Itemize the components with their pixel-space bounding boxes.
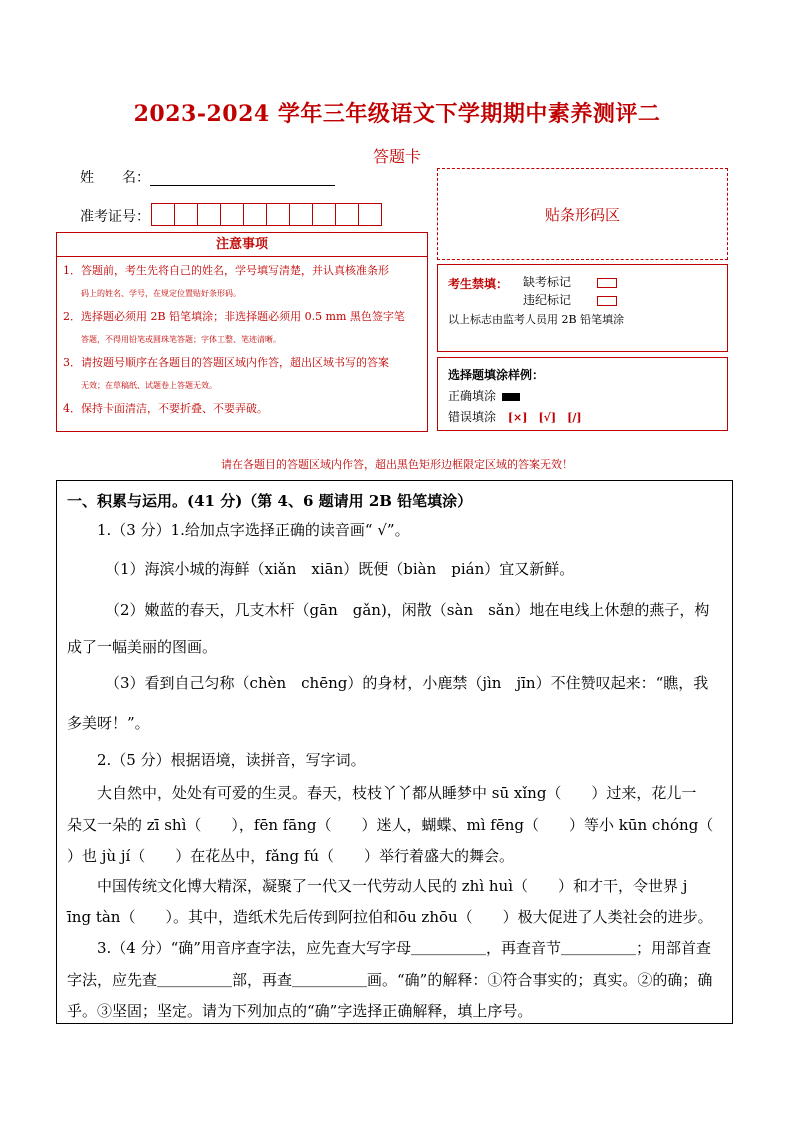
- notice-text: 无效；在草稿纸、试题卷上答题无效。: [81, 381, 217, 390]
- id-digit-box[interactable]: [266, 203, 290, 226]
- id-digit-box[interactable]: [335, 203, 359, 226]
- id-digit-box[interactable]: [174, 203, 198, 226]
- question-text: （2）嫩蓝的春天，几支木杆（gān gǎn)，闲散（sàn sǎn）地在电线上休憩的燕子，构: [105, 601, 710, 619]
- proctor-label: 考生禁填：: [448, 277, 509, 291]
- proctor-panel: [437, 264, 728, 352]
- violation-label: 违纪标记: [523, 293, 572, 307]
- question-text: 朵又一朵的 zī shì（ ），fēn fāng（ ）迷人，蝴蝶、mì fēng（ ）等小 kūn chóng（: [67, 816, 714, 834]
- notice-text: 2．选择题必须用 2B 铅笔填涂；非选择题必须用 0.5 mm 黑色签字笔: [63, 310, 405, 323]
- notice-item: [63, 305, 421, 351]
- id-digit-box[interactable]: [312, 203, 336, 226]
- question-2-heading: 2.（5 分）根据语境，读拼音，写字词。: [97, 751, 366, 769]
- notice-heading: 注意事项: [57, 233, 427, 257]
- question-text: 成了一幅美丽的图画。: [67, 638, 218, 656]
- filled-mark-icon: [502, 393, 520, 401]
- id-digit-box[interactable]: [220, 203, 244, 226]
- wrong-fill-marks: [×] [√] [/]: [507, 411, 582, 424]
- barcode-area: [437, 168, 728, 260]
- violation-checkbox[interactable]: [597, 296, 617, 306]
- absent-label: 缺考标记: [523, 275, 572, 289]
- notice-item: [63, 397, 421, 420]
- name-label: 姓 名：: [80, 170, 150, 186]
- name-field[interactable]: [150, 185, 335, 186]
- notice-text: 码上的姓名、学号，在规定位置贴好条形码。: [81, 289, 241, 298]
- notice-panel: [56, 232, 428, 432]
- wrong-fill-row: [448, 408, 582, 425]
- question-text: 多美呀！”。: [67, 714, 150, 732]
- page-subtitle: 答题卡: [372, 147, 421, 166]
- question-text: 字法，应先查＿＿＿＿＿部，再查＿＿＿＿＿画。“确”的解释：①符合事实的；真实。②的确；确: [67, 971, 713, 989]
- answer-area-warning: 请在各题目的答题区域内作答，超出黑色矩形边框限定区域的答案无效！: [221, 458, 573, 471]
- question-3-text: 3.（4 分）“确”用音序查字法，应先查大写字母＿＿＿＿＿，再查音节＿＿＿＿＿；用部首查: [97, 939, 711, 957]
- violation-mark-row: [523, 291, 617, 308]
- notice-text: 1．答题前，考生先将自己的姓名，学号填写清楚，并认真核准条形: [63, 264, 389, 277]
- question-1-heading: 1.（3 分）1.给加点字选择正确的读音画“ √”。: [97, 521, 410, 539]
- barcode-label: 贴条形码区: [544, 205, 620, 224]
- id-number-boxes[interactable]: [152, 203, 382, 226]
- wrong-fill-label: 错误填涂: [448, 410, 497, 424]
- question-text: （1）海滨小城的海鲜（xiǎn xiān）既便（biàn pián）宜又新鲜。: [105, 560, 575, 578]
- proctor-note: 以上标志由监考人员用 2B 铅笔填涂: [448, 313, 625, 326]
- section-heading: 一、积累与运用。(41 分)（第 4、6 题请用 2B 铅笔填涂）: [67, 492, 473, 510]
- notice-text: 3．请按题号顺序在各题目的答题区域内作答，超出区域书写的答案: [63, 356, 389, 369]
- correct-fill-label: 正确填涂: [448, 389, 497, 403]
- question-text: īng tàn（ ）。其中，造纸术先后传到阿拉伯和ōu zhōu（ ）极大促进了人类社会的进步。: [67, 908, 713, 926]
- id-digit-box[interactable]: [151, 203, 175, 226]
- question-text: 中国传统文化博大精深，凝聚了一代又一代劳动人民的 zhì huì（ ）和才干，令世界 j: [97, 877, 688, 895]
- notice-item: [63, 351, 421, 397]
- question-text: ）也 jù jí（ ）在花丛中，fǎng fú（ ）举行着盛大的舞会。: [67, 847, 515, 865]
- notice-item: [63, 259, 421, 305]
- id-label: 准考证号：: [80, 209, 150, 225]
- absent-checkbox[interactable]: [597, 278, 617, 288]
- answer-area[interactable]: [56, 480, 733, 1024]
- fill-sample-panel: [437, 357, 728, 431]
- question-text: 大自然中，处处有可爱的生灵。春天，枝枝丫丫都从睡梦中 sū xǐng（ ）过来，花儿一: [97, 784, 697, 802]
- page-title: 2023-2024 学年三年级语文下学期期中素养测评二: [133, 101, 661, 127]
- question-text: 乎。③坚固；坚定。请为下列加点的“确”字选择正确解释，填上序号。: [67, 1002, 533, 1020]
- question-text: （3）看到自己匀称（chèn chēng）的身材，小鹿禁（jìn jīn）不住赞叹起来：“瞧，我: [105, 674, 709, 692]
- notice-text: 4．保持卡面清洁，不要折叠、不要弄破。: [63, 402, 268, 415]
- notice-text: 答题，不得用铅笔或圆珠笔答题；字体工整、笔迹清晰。: [81, 335, 281, 344]
- correct-fill-row: [448, 387, 520, 404]
- fill-sample-heading: 选择题填涂样例：: [448, 368, 545, 382]
- absent-mark-row: [523, 273, 617, 290]
- id-digit-box[interactable]: [243, 203, 267, 226]
- id-digit-box[interactable]: [197, 203, 221, 226]
- id-digit-box[interactable]: [358, 203, 382, 226]
- id-digit-box[interactable]: [289, 203, 313, 226]
